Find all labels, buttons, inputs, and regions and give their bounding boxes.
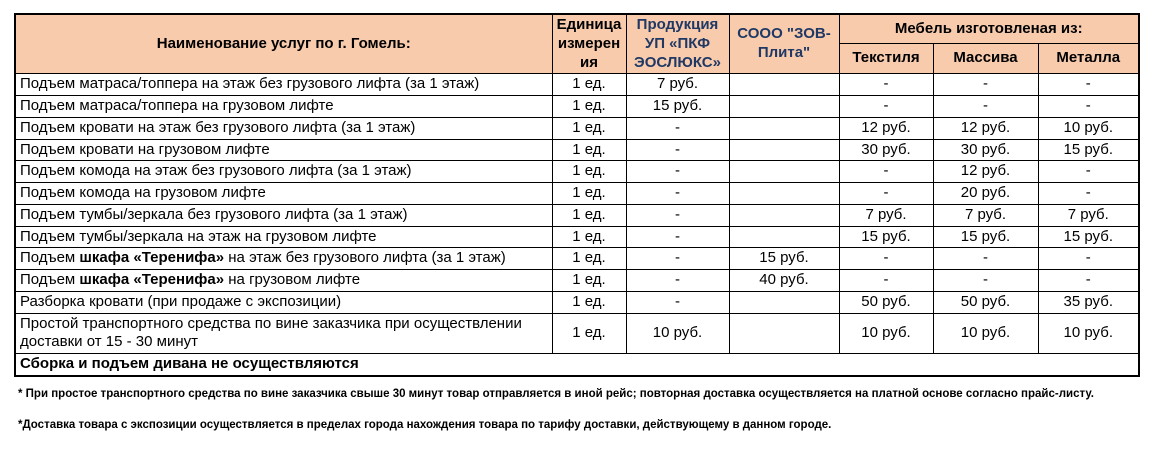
price-table-body: [15, 74, 1139, 354]
metal-price-cell: -: [1038, 270, 1139, 292]
unit-cell: 1 ед.: [552, 270, 626, 292]
price-table: [14, 13, 1140, 377]
metal-price-cell: 35 руб.: [1038, 291, 1139, 313]
massive-price-cell: -: [933, 270, 1038, 292]
pkf-price-cell: -: [626, 291, 729, 313]
unit-cell: 1 ед.: [552, 291, 626, 313]
footnote-2: *Доставка товара с экспозиции осуществляется в пределах города нахождения товара по тарифу доставки, действующему в данном городе.: [18, 418, 832, 431]
zov-price-cell: 40 руб.: [729, 270, 839, 292]
textile-price-cell: 7 руб.: [839, 204, 933, 226]
zov-price-cell: [729, 291, 839, 313]
col-header-metal: Металла: [1038, 43, 1139, 73]
pkf-price-cell: -: [626, 183, 729, 205]
service-name-segment: Подъем кровати на этаж без грузового лифта (за 1 этаж): [20, 118, 416, 136]
textile-price-cell: 12 руб.: [839, 117, 933, 139]
pkf-price-cell: 10 руб.: [626, 313, 729, 354]
col-header-zov: СООО "ЗОВ-Плита": [729, 14, 839, 74]
unit-cell: 1 ед.: [552, 74, 626, 96]
zov-price-cell: [729, 313, 839, 354]
col-header-massive: Массива: [933, 43, 1038, 73]
service-name-segment: Подъем тумбы/зеркала на этаж на грузовом лифте: [20, 227, 377, 245]
table-row: [15, 204, 1139, 226]
textile-price-cell: 30 руб.: [839, 139, 933, 161]
service-name-segment: на грузовом лифте: [224, 271, 361, 288]
table-row: [15, 226, 1139, 248]
metal-price-cell: 10 руб.: [1038, 313, 1139, 354]
metal-price-cell: 10 руб.: [1038, 117, 1139, 139]
unit-cell: 1 ед.: [552, 96, 626, 118]
service-name-cell: [15, 96, 552, 118]
metal-price-cell: -: [1038, 183, 1139, 205]
metal-price-cell: 7 руб.: [1038, 204, 1139, 226]
col-header-textile: Текстиля: [839, 43, 933, 73]
pkf-price-cell: 7 руб.: [626, 74, 729, 96]
col-header-furniture-group: Мебель изготовленая из:: [839, 14, 1139, 43]
table-row: [15, 96, 1139, 118]
pkf-price-cell: -: [626, 139, 729, 161]
col-header-pkf: Продукция УП «ПКФ ЭОСЛЮКС»: [626, 14, 729, 74]
pkf-price-cell: -: [626, 248, 729, 270]
metal-price-cell: -: [1038, 161, 1139, 183]
pkf-price-cell: -: [626, 226, 729, 248]
massive-price-cell: -: [933, 74, 1038, 96]
pkf-price-cell: -: [626, 270, 729, 292]
footnote-1: * При простое транспортного средства по вине заказчика свыше 30 минут товар отправляется в иной рейс; повторная доставка осуществляется на платной основе согласно прайс-листу.: [18, 388, 1094, 400]
massive-price-cell: 50 руб.: [933, 291, 1038, 313]
zov-price-cell: [729, 161, 839, 183]
pkf-price-cell: -: [626, 161, 729, 183]
table-row: [15, 270, 1139, 292]
service-name-segment: Подъем тумбы/зеркала без грузового лифта (за 1 этаж): [20, 205, 408, 223]
textile-price-cell: -: [839, 270, 933, 292]
footer-note-text: Сборка и подъем дивана не осуществляются: [15, 354, 1139, 376]
service-name-cell: [15, 74, 552, 96]
metal-price-cell: -: [1038, 96, 1139, 118]
massive-price-cell: -: [933, 96, 1038, 118]
textile-price-cell: -: [839, 183, 933, 205]
massive-price-cell: -: [933, 248, 1038, 270]
pkf-price-cell: 15 руб.: [626, 96, 729, 118]
service-name-segment: Подъем кровати на грузовом лифте: [20, 140, 270, 158]
textile-price-cell: 50 руб.: [839, 291, 933, 313]
massive-price-cell: 10 руб.: [933, 313, 1038, 354]
service-name-segment: на этаж без грузового лифта (за 1 этаж): [224, 249, 506, 267]
unit-cell: 1 ед.: [552, 139, 626, 161]
service-name-cell: [15, 117, 552, 139]
zov-price-cell: [729, 183, 839, 205]
unit-cell: 1 ед.: [552, 248, 626, 270]
massive-price-cell: 12 руб.: [933, 117, 1038, 139]
unit-cell: 1 ед.: [552, 313, 626, 354]
service-name-segment: Подъем комода на грузовом лифте: [20, 184, 266, 201]
textile-price-cell: -: [839, 74, 933, 96]
service-name-cell: [15, 291, 552, 313]
table-row: [15, 248, 1139, 270]
pkf-price-cell: -: [626, 204, 729, 226]
table-row: [15, 183, 1139, 205]
service-name-segment: Подъем матраса/топпера на этаж без грузового лифта (за 1 этаж): [20, 75, 480, 93]
service-name-cell: [15, 313, 552, 354]
service-name-segment: Разборка кровати (при продаже с экспозиции): [20, 292, 342, 310]
footer-note-row: [15, 354, 1139, 376]
service-name-cell: [15, 226, 552, 248]
service-name-cell: [15, 161, 552, 183]
service-name-cell: [15, 204, 552, 226]
service-name-segment: Подъем: [20, 249, 80, 267]
service-name-cell: [15, 139, 552, 161]
col-header-unit: Единица измерения: [552, 14, 626, 74]
textile-price-cell: -: [839, 248, 933, 270]
unit-cell: 1 ед.: [552, 161, 626, 183]
pkf-price-cell: -: [626, 117, 729, 139]
service-name-bold-segment: шкафа «Теренифа»: [79, 271, 225, 288]
service-name-segment: Подъем: [20, 271, 80, 288]
service-name-segment: Подъем комода на этаж без грузового лифта (за 1 этаж): [20, 162, 412, 180]
zov-price-cell: [729, 204, 839, 226]
zov-price-cell: [729, 96, 839, 118]
service-name-cell: [15, 270, 552, 292]
textile-price-cell: -: [839, 161, 933, 183]
massive-price-cell: 7 руб.: [933, 204, 1038, 226]
service-name-cell: [15, 248, 552, 270]
table-row: [15, 139, 1139, 161]
massive-price-cell: 20 руб.: [933, 183, 1038, 205]
table-row: [15, 117, 1139, 139]
header-row-1: [15, 14, 1139, 43]
service-name-segment: Простой транспортного средства по вине заказчика при осуществлении доставки от 15 - 30 минут: [20, 314, 522, 351]
metal-price-cell: 15 руб.: [1038, 226, 1139, 248]
zov-price-cell: [729, 139, 839, 161]
zov-price-cell: [729, 117, 839, 139]
zov-price-cell: [729, 74, 839, 96]
zov-price-cell: 15 руб.: [729, 248, 839, 270]
table-row: [15, 291, 1139, 313]
col-header-services: Наименование услуг по г. Гомель:: [15, 14, 552, 74]
unit-cell: 1 ед.: [552, 204, 626, 226]
table-row: [15, 74, 1139, 96]
massive-price-cell: 12 руб.: [933, 161, 1038, 183]
metal-price-cell: 15 руб.: [1038, 139, 1139, 161]
massive-price-cell: 15 руб.: [933, 226, 1038, 248]
service-name-bold-segment: шкафа «Теренифа»: [79, 249, 225, 267]
zov-price-cell: [729, 226, 839, 248]
unit-cell: 1 ед.: [552, 226, 626, 248]
service-name-segment: Подъем матраса/топпера на грузовом лифте: [20, 97, 334, 114]
textile-price-cell: 10 руб.: [839, 313, 933, 354]
textile-price-cell: -: [839, 96, 933, 118]
metal-price-cell: -: [1038, 248, 1139, 270]
footnotes: [18, 388, 1148, 450]
massive-price-cell: 30 руб.: [933, 139, 1038, 161]
unit-cell: 1 ед.: [552, 183, 626, 205]
table-row: [15, 313, 1139, 354]
table-row: [15, 161, 1139, 183]
unit-cell: 1 ед.: [552, 117, 626, 139]
service-name-cell: [15, 183, 552, 205]
metal-price-cell: -: [1038, 74, 1139, 96]
textile-price-cell: 15 руб.: [839, 226, 933, 248]
